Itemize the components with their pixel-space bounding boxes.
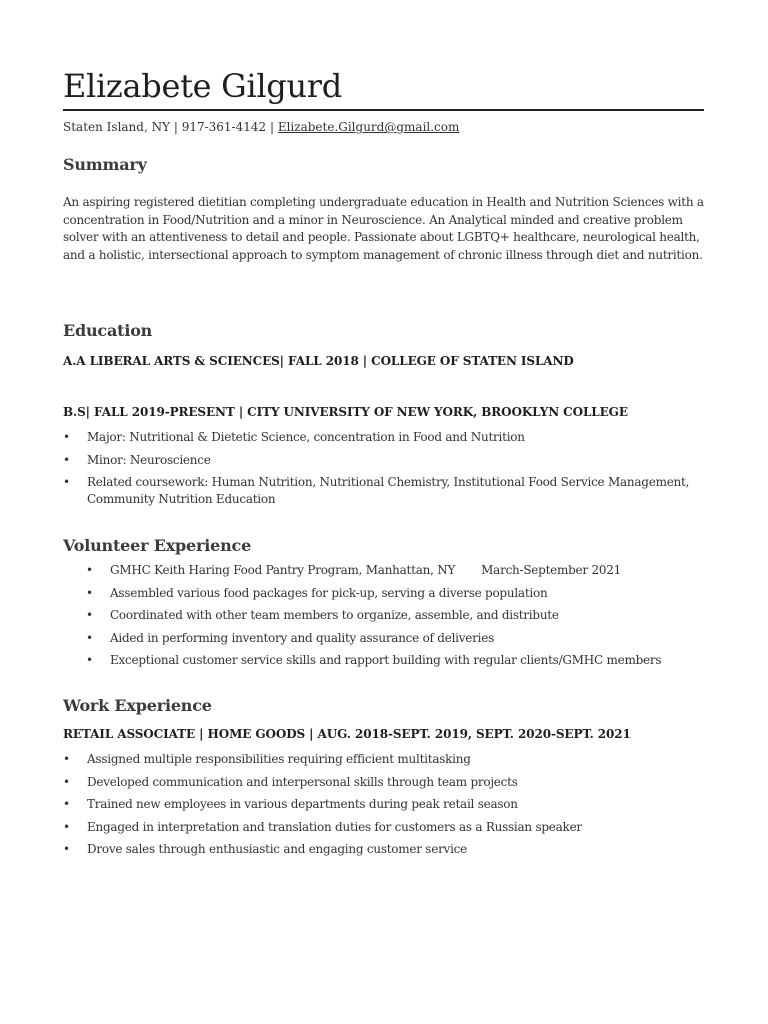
work-heading: Work Experience (63, 696, 212, 715)
summary-heading: Summary (63, 155, 147, 174)
work-item: • Assigned multiple responsibilities requiring efficient multitasking (87, 751, 707, 768)
contact-separator: | (170, 120, 182, 134)
contact-line (63, 119, 704, 136)
volunteer-list (110, 562, 710, 675)
volunteer-item: • Exceptional customer service skills and rapport building with regular clients/GMHC members (110, 652, 710, 669)
contact-separator: | (266, 120, 278, 134)
work-list (87, 751, 707, 864)
volunteer-heading: Volunteer Experience (63, 536, 252, 555)
volunteer-organization: GMHC Keith Haring Food Pantry Program, Manhattan, NY (110, 563, 456, 577)
volunteer-item (110, 562, 710, 579)
work-job-title: RETAIL ASSOCIATE | HOME GOODS | AUG. 2018-SEPT. 2019, SEPT. 2020-SEPT. 2021 (63, 727, 631, 741)
work-item: • Trained new employees in various departments during peak retail season (87, 796, 707, 813)
education-detail-item: • Minor: Neuroscience (87, 452, 707, 469)
contact-email-link[interactable]: Elizabete.Gilgurd@gmail.com (277, 120, 460, 134)
education-detail-item: • Major: Nutritional & Dietetic Science, concentration in Food and Nutrition (87, 429, 707, 446)
volunteer-date: March-September 2021 (481, 563, 622, 577)
work-item: • Drove sales through enthusiastic and engaging customer service (87, 841, 707, 858)
volunteer-item: • Coordinated with other team members to organize, assemble, and distribute (110, 607, 710, 624)
education-degree-aa: A.A LIBERAL ARTS & SCIENCES| FALL 2018 | COLLEGE OF STATEN ISLAND (63, 354, 574, 368)
volunteer-item: • Assembled various food packages for pick-up, serving a diverse population (110, 585, 710, 602)
volunteer-item: • Aided in performing inventory and quality assurance of deliveries (110, 630, 710, 647)
contact-phone: 917-361-4142 (181, 120, 267, 134)
education-degree-bs: B.S| FALL 2019-PRESENT | CITY UNIVERSITY OF NEW YORK, BROOKLYN COLLEGE (63, 405, 628, 419)
summary-text: An aspiring registered dietitian completing undergraduate education in Health and Nutrition Sciences with a concentration in Food/Nutrition and a minor in Neuroscience. An Analytical minded and creative problem solver with an attentiveness to detail and people. Passionate about LGBTQ+ healthcare, neurological health, and a holistic, intersectional approach to symptom management of chronic illness through diet and nutrition. (63, 195, 704, 262)
header-divider (63, 109, 704, 111)
education-heading: Education (63, 321, 153, 340)
work-item: • Engaged in interpretation and translation duties for customers as a Russian speaker (87, 819, 707, 836)
education-details-list (87, 429, 707, 514)
contact-location: Staten Island, NY (63, 120, 171, 134)
resume-name: Elizabete Gilgurd (63, 67, 342, 105)
work-item: • Developed communication and interpersonal skills through team projects (87, 774, 707, 791)
education-detail-item: • Related coursework: Human Nutrition, Nutritional Chemistry, Institutional Food Service Management, Community Nutrition Education (87, 474, 707, 508)
